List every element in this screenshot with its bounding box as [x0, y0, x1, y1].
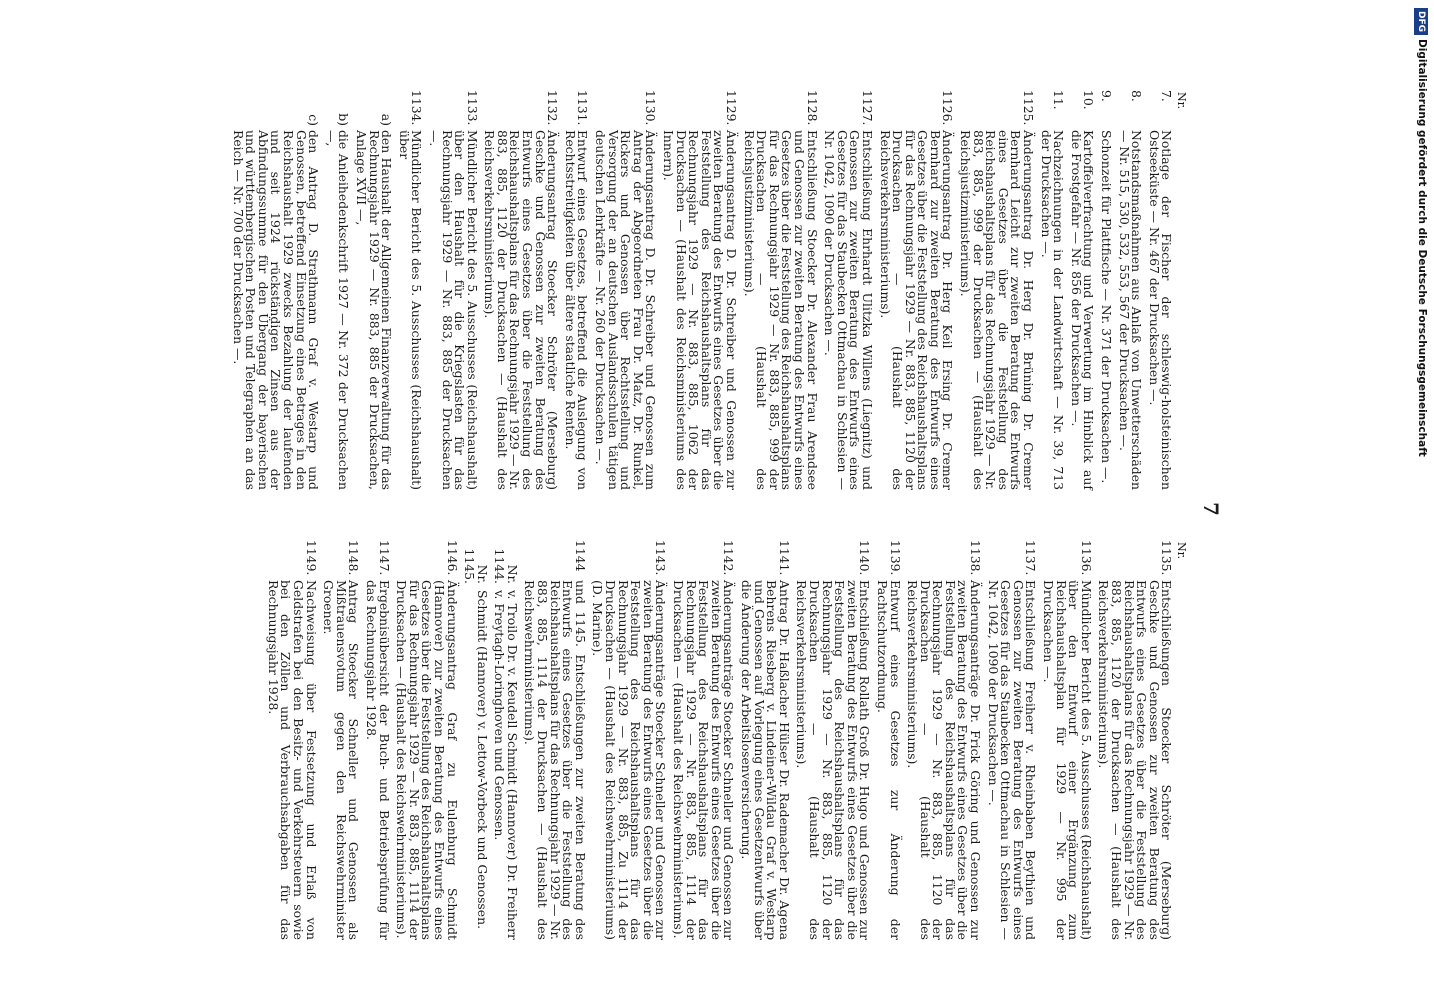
item-text: Änderungsantrag D. Dr. Schreiber und Genossen zur zweiten Beratung des Entwurfs eines Gesetzes über die Feststellung des Reichshaushaltsplans für das Rechnungsjahr 1929 — Nr. 883, 885, 1062 der Drucksachen — (Haushalt des Reichsministeriums des Innern). [661, 130, 739, 490]
item-text: Änderungsanträge Stoecker Schneller und Genossen zur zweiten Beratung des Entwurfs eines Gesetzes über die Feststellung des Reichshaushaltsplans für das Rechnungsjahr 1929 — Nr. 883, 885, Zu 1114 der Drucksachen — (Haushalt des Reichswehrministeriums) (D. Marine). [590, 580, 669, 940]
list-item [523, 540, 586, 940]
list-item [353, 90, 395, 490]
item-number: 1125. [1021, 90, 1037, 126]
item-number: 1134. [409, 90, 425, 126]
item-text: Entschließung Rollath Groß Dr. Hugo und Genossen zur zweiten Beratung des Entwurfs eines Gesetzes über die Feststellung des Reichshaushaltsplans für das Rechnungsjahr 1929 — Nr. 883, 885, 1120 der Drucksachen — (Haushalt des Reichsverkehrsministeriums). [794, 580, 873, 940]
item-text: Nachweisung über Festsetzung und Erlaß von Geldstrafen bei den Besitz- und Verkehrsteuern sowie bei den Zöllen und Verbrauchsabgaben für das Rechnungsjahr 1928. [265, 580, 319, 940]
item-text: die Anleihedenkschrift 1927 — Nr. 372 der Drucksachen —, [323, 130, 352, 490]
digitization-credit [1412, 8, 1432, 457]
list-item [322, 540, 360, 940]
item-number: 1138. [968, 540, 984, 576]
item-number: 1140. [857, 540, 873, 576]
item-number: 1141. [776, 540, 792, 576]
item-text: Änderungsantrag Graf zu Eulenburg Schmidt (Hannover) zur zweiten Beratung des Entwurfs eines Gesetzes über die Feststellung des Reichshaushaltsplans für das Rechnungsjahr 1929 — Nr. 883, 885, 1114 der Drucksachen — (Haushalt des Reichswehrministeriums). [394, 580, 460, 940]
item-number: 1143. [653, 540, 669, 576]
item-number: a) [379, 113, 395, 126]
item-number: 1135. [1159, 540, 1175, 576]
list-item [562, 90, 591, 490]
list-item [493, 540, 518, 940]
item-text: Mündlicher Bericht des 5. Ausschusses (Reichshaushalt) über [396, 130, 425, 490]
item-text: v. Troilo Dr. v. Keudell Schmidt (Hannover) Dr. Freiherr v. Freytagh-Loringhoven und Genossen. [492, 590, 520, 940]
item-number: 10. [1081, 90, 1097, 110]
list-item [230, 90, 322, 490]
list-item [323, 90, 352, 490]
list-item [1038, 90, 1067, 490]
item-number: 1148. [346, 540, 362, 576]
item-text: Änderungsantrag Dr. Herg Dr. Brüning Dr. Cremer Bernhard Leicht zur zweiten Beratung des Entwurfs eines Gesetzes über die Feststellung des Reichshaushaltsplans für das Rechnungsjahr 1929 — Nr. 883, 885, 999 der Drucksachen — (Haushalt des Reichsjustizministeriums). [958, 130, 1037, 490]
list-item [671, 540, 737, 940]
right-entry-list [265, 540, 1175, 940]
item-number: 1130. [643, 90, 659, 126]
item-number: 1149. [303, 540, 319, 576]
item-text: den Haushalt der Allgemeinen Finanzverwaltung für das Rechnungsjahr 1929 — Nr. 883, 885 der Drucksachen, Anlage XVII —, [353, 130, 395, 490]
item-text: Entschließung Stoecker Dr. Alexander Frau Arendsee und Genossen zur zweiten Beratung des Entwurfs eines Gesetzes über die Feststellung des Reichshaushaltsplans für das Rechnungsjahr 1929 — Nr. 883, 885, 999 der Drucksachen — (Haushalt des Reichsjustizministeriums). [741, 130, 820, 490]
list-item [396, 90, 425, 490]
list-item [906, 540, 982, 940]
list-item [591, 540, 667, 940]
list-item [265, 540, 319, 940]
right-column [261, 540, 1187, 940]
list-item [795, 540, 871, 940]
item-text: Mündlicher Bericht des 5. Ausschusses (Reichshaushalt) über den Entwurf einer Ergänzung zum Reichshaushaltsplan für 1929 — Nr. 995 der Drucksachen —. [1041, 580, 1094, 940]
item-text: den Antrag D. Strathmann Graf v. Westarp und Genossen, betreffend Einsetzung eines Betrages in den Reichshaushalt 1929 zwecks Bezahlung der laufenden und seit 1924 rückständigen Zinsen aus der Abfindungssumme für den Übergang der bayerischen und württembergischen Posten und Telegraphen an das Reich — Nr. 700 der Drucksachen —. [230, 130, 322, 490]
item-text: Entschließungen Stoecker Schröter (Merseburg) Geschke und Genossen zur zweiten Beratung des Entwurfs eines Gesetzes über die Feststellung des Reichshaushaltsplans für das Rechnungsjahr 1929 — Nr. 883, 885, 1120 der Drucksachen — (Haushalt des Reichsverkehrsministeriums). [1096, 580, 1175, 940]
item-number: 1128. [804, 90, 820, 126]
item-number: 1129. [724, 90, 739, 126]
item-number: 9. [1099, 90, 1115, 102]
item-number: 1131. [575, 90, 591, 126]
item-text: Entschließung Freiherr v. Rheinbaben Beythien und Genossen zur zweiten Beratung des Entwurfs eines Gesetzes für das Staubecken Ottmachau in Schlesien — Nr. 1042, 1090 der Drucksachen —. [985, 580, 1039, 940]
item-number: 1126. [940, 90, 956, 126]
list-item [395, 540, 458, 940]
list-item [1099, 90, 1115, 490]
item-number: 1137. [1023, 540, 1039, 576]
list-item [1116, 90, 1145, 490]
item-text: Mündlicher Bericht des 5. Ausschusses (Reichshaushalt) über den Haushalt für die Kriegslasten für das Rechnungsjahr 1929 — Nr. 883, 885 der Drucksachen —. [426, 130, 480, 490]
item-text: Änderungsantrag D. Dr. Schreiber und Genossen zum Antrag der Abgeordneten Frau Dr. Matz, Dr. Runkel, Rickers und Genossen über Rechtsstellung und Versorgung der an deutschen Auslandsschulen tätigen deutschen Lehrkräfte — Nr. 260 der Drucksachen —. [593, 130, 659, 490]
item-text: Entwurf eines Gesetzes zur Änderung der Pachtschutzordnung. [874, 580, 903, 940]
left-column [226, 90, 1187, 490]
list-item [959, 90, 1035, 490]
list-item [661, 90, 737, 490]
item-number: 7. [1159, 90, 1175, 102]
item-text: Antrag Dr. Haßlacher Hülser Dr. Rademacher Dr. Agena Behrens Riesberg v. Lindeiner-Wildau Graf v. Westarp und Genossen auf Vorlegung eines Gesetzentwurfs über die Änderung der Arbeitslosenversicherung. [739, 580, 792, 940]
item-number: 1146. [444, 540, 460, 576]
item-text: Änderungsanträge Dr. Frick Göring und Genossen zur zweiten Beratung des Entwurfs eines Gesetzes über die Feststellung des Reichshaushaltsplans für das Rechnungsjahr 1929 — Nr. 883, 885, 1120 der Drucksachen — (Haushalt des Reichsverkehrsministeriums). [905, 580, 984, 940]
item-text: und 1145. Entschließungen zur zweiten Beratung des Entwurfs eines Gesetzes über die Feststellung des Reichshaushaltsplans für das Rechnungsjahr 1929 — Nr. 883, 885, 1114 der Drucksachen — (Haushalt des Reichswehrministeriums). [522, 580, 588, 940]
list-item [363, 540, 392, 940]
item-text: Entschließung Ehrhardt Ulitzka Willens (Liegnitz) und Genossen zur zweiten Beratung des Entwurfs eines Gesetzes für das Staubecken Ottmachau in Schlesien — Nr. 1042, 1090 der Drucksachen —. [822, 130, 875, 490]
list-item [742, 90, 818, 490]
item-text: Änderungsantrag Stoecker Schröter (Merseburg) Geschke und Genossen zur zweiten Beratung des Entwurfs eines Gesetzes über die Feststellung des Reichshaushaltsplans für das Rechnungsjahr 1929 — Nr. 883, 885, 1120 der Drucksachen — (Haushalt des Reichsverkehrsministeriums). [482, 130, 561, 490]
nr-column-header: Nr. [1175, 542, 1188, 560]
list-item [1146, 90, 1175, 490]
item-number: 1147. [376, 540, 392, 576]
page-number: 7 [1199, 502, 1223, 516]
list-item [1041, 540, 1094, 940]
left-entry-list [230, 90, 1175, 490]
list-item [1097, 540, 1173, 940]
item-text: Entwurf eines Gesetzes, betreffend die Auslegung von Rechtsstreitigkeiten über ältere staatliche Renten. [562, 130, 591, 490]
item-number: 8. [1129, 90, 1145, 102]
item-text: Notstandsmaßnahmen aus Anlaß von Unwetterschäden — Nr. 515, 530, 532, 553, 567 der Drucksachen —. [1116, 130, 1145, 490]
item-number: 1132. [545, 90, 561, 126]
item-text: Kartoffelverfrachtung und Verwertung im Hinblick auf die Frostgefahr — Nr. 856 der Drucksachen —. [1068, 130, 1097, 490]
item-number: 1142. [721, 540, 737, 576]
item-number: b) [336, 113, 352, 126]
item-number: c) [306, 114, 322, 126]
item-number: 1133. [464, 90, 480, 126]
credit-text: Digitalisierung gefördert durch die Deutsche Forschungsgemeinschaft [1416, 39, 1428, 457]
list-item [874, 540, 903, 940]
list-item [483, 90, 559, 490]
item-text: Nachzeichnungen in der Landwirtschaft — Nr. 39, 713 der Drucksachen —. [1038, 130, 1067, 490]
document-page [117, 70, 1297, 970]
item-text: Antrag Stoecker Schneller und Genossen als Mißtrauensvotum gegen den Reichswehrminister Groener. [321, 580, 362, 940]
item-text: Schmidt (Hannover) v. Lettow-Vorbeck und Genossen. [474, 590, 490, 930]
list-item [823, 90, 873, 490]
item-number: Nr. 1144. [492, 548, 520, 584]
list-item [878, 90, 954, 490]
item-number: 11. [1051, 90, 1067, 110]
item-text: Notlage der Fischer der schleswig-holsteinischen Ostseeküste — Nr. 467 der Drucksachen —. [1146, 130, 1175, 490]
item-number: 1139. [887, 540, 903, 576]
list-item [739, 540, 792, 940]
list-item [593, 90, 659, 490]
item-text: Ergebnisübersicht der Buch- und Betriebsprüfung für das Rechnungsjahr 1928. [363, 580, 392, 940]
item-number: 1136. [1078, 540, 1094, 576]
list-item [463, 540, 488, 940]
list-item [985, 540, 1039, 940]
item-number: 1127. [859, 90, 875, 126]
item-text: Schonzeit für Plattfische — Nr. 371 der Drucksachen —. [1099, 130, 1115, 484]
list-item [426, 90, 480, 490]
item-text: Änderungsanträge Stoecker Schneller und Genossen zur zweiten Beratung des Entwurfs eines Gesetzes über die Feststellung des Reichshaushaltsplans für das Rechnungsjahr 1929 — Nr. 883, 885, 1114 der Drucksachen — (Haushalt des Reichswehrministeriums). [671, 580, 737, 940]
dfg-logo: DFG [1414, 8, 1428, 35]
item-number: 1144 [572, 540, 588, 572]
list-item [1068, 90, 1097, 490]
item-number: Nr. 1145. [462, 548, 490, 584]
nr-column-header: Nr. [1175, 92, 1188, 110]
item-text: Änderungsantrag Dr. Herg Keil Ersing Dr. Cremer Bernhard zur zweiten Beratung des Entwurfs eines Gesetzes über die Feststellung des Reichshaushaltsplans für das Rechnungsjahr 1929 — Nr. 883, 885, 1120 der Drucksachen — (Haushalt des Reichsverkehrsministeriums). [877, 130, 956, 490]
